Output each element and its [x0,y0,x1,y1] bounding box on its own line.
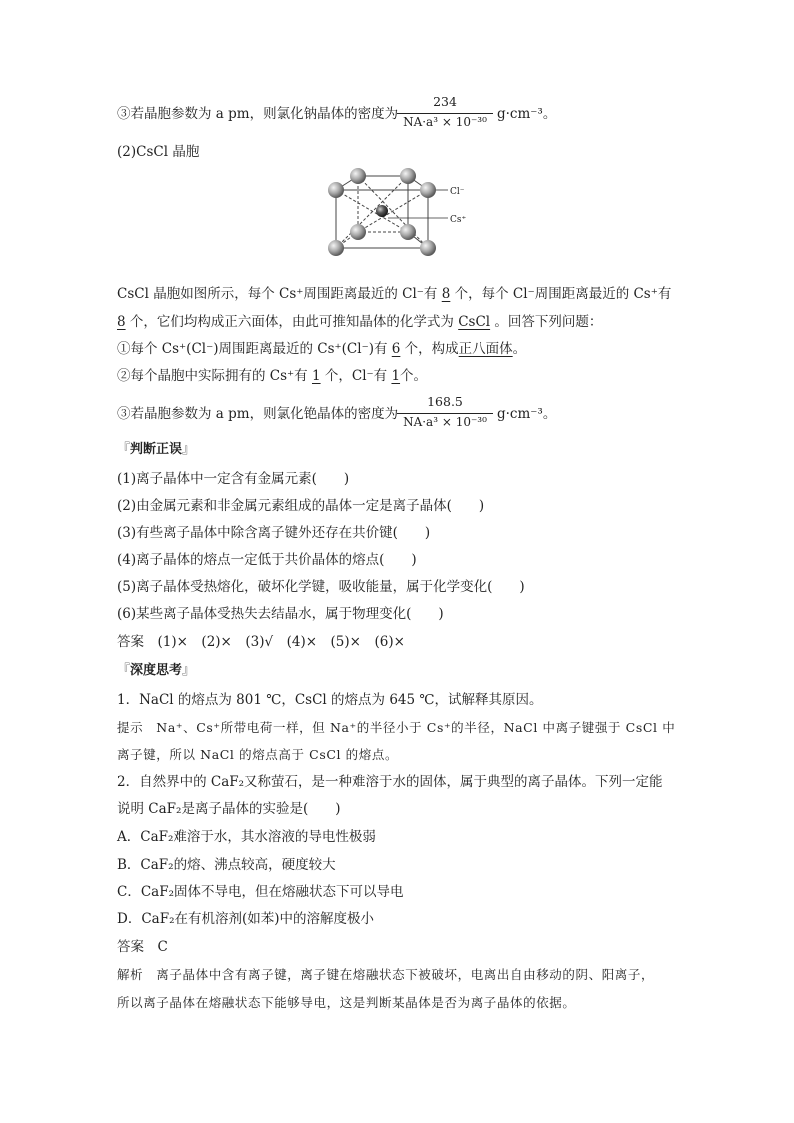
deep-hint-line2: 离子键，所以 NaCl 的熔点高于 CsCl 的熔点。 [117,747,399,762]
answer-blank: 8 [117,314,126,330]
option-d: D．CaF₂在有机溶剂(如苯)中的溶解度极小 [117,911,375,927]
cl-ion [400,224,416,240]
cl-ion [420,182,436,198]
cscl-desc-line2 [117,313,602,331]
option-a: A．CaF₂难溶于水，其水溶液的导电性极弱 [117,829,376,845]
cscl-unit-cell-figure [322,166,482,278]
nacl-density-prefix: ③若晶胞参数为 a pm，则氯化钠晶体的密度为 [117,106,399,122]
answer-blank: 8 [441,286,451,302]
judge-item: (5)离子晶体受热熔化，破坏化学键，吸收能量，属于化学变化( ) [117,579,525,595]
cl-ion [420,240,436,256]
deep-question-2-line1: 2．自然界中的 CaF₂又称萤石，是一种难溶于水的固体，属于典型的离子晶体。下列一定能 [117,774,663,790]
analysis-line2: 所以离子晶体在熔融状态下能够导电，这是判断某晶体是否为离子晶体的依据。 [117,995,576,1010]
answer-blank: CsCl [458,314,491,330]
cscl-density-prefix: ③若晶胞参数为 a pm，则氯化铯晶体的密度为 [117,406,399,422]
deep-question-1: 1．NaCl 的熔点为 801 ℃，CsCl 的熔点为 645 ℃，试解释其原因。 [117,692,543,708]
judge-item: (4)离子晶体的熔点一定低于共价晶体的熔点( ) [117,552,417,568]
text-segment: CsCl 晶胞如图所示，每个 Cs⁺周围距离最近的 Cl⁻有 [117,286,438,302]
text-segment: 。 [512,341,527,357]
cscl-heading: (2)CsCl 晶胞 [117,144,200,160]
text-segment: ①每个 Cs⁺(Cl⁻)周围距离最近的 Cs⁺(Cl⁻)有 [117,341,388,357]
judge-item: (1)离子晶体中一定含有金属元素( ) [117,471,350,487]
deep-hint-line1: 提示 Na⁺、Cs⁺所带电荷一样，但 Na⁺的半径小于 Cs⁺的半径，NaCl 中离子键强于 CsCl 中 [117,720,676,735]
fraction-denominator: NA·a³ × 10⁻³⁰ [403,415,487,429]
text-segment: 个，每个 Cl⁻周围距离最近的 Cs⁺有 [454,286,672,302]
fraction-denominator: NA·a³ × 10⁻³⁰ [403,115,487,129]
text-segment: ②每个晶胞中实际拥有的 Cs⁺有 [117,368,308,384]
fraction-bar [397,413,493,414]
deep-question-2-line2: 说明 CaF₂是离子晶体的实验是( ) [117,801,341,817]
answer-blank: 正八面体 [458,341,513,357]
text-segment: 个，Cl⁻有 [324,368,388,384]
question-2 [117,367,427,385]
deep-answer: 答案 C [117,939,168,955]
judge-item: (3)有些离子晶体中除含离子键外还存在共价键( ) [117,525,431,541]
cl-ion [400,168,416,184]
question-1 [117,340,526,358]
judge-answer: 答案 (1)× (2)× (3)√ (4)× (5)× (6)× [117,634,405,650]
text-segment: 个，构成 [404,341,459,357]
cscl-density-unit: g·cm⁻³。 [497,406,557,422]
cl-ion [328,182,344,198]
cs-label: Cs⁺ [450,215,467,225]
option-c: C．CaF₂固体不导电，但在熔融状态下可以导电 [117,884,404,900]
cl-ion [350,168,366,184]
answer-blank: 6 [391,341,401,357]
text-segment: 。回答下列问题： [494,314,603,330]
text-segment: 个。 [400,368,428,384]
text-segment: 个，它们均构成正六面体，由此可推知晶体的化学式为 [129,314,454,330]
deep-section-title: 『深度思考』 [117,663,196,678]
fraction-numerator: 168.5 [427,394,463,409]
judge-item: (6)某些离子晶体受热失去结晶水，属于物理变化( ) [117,606,444,622]
cl-ion [328,240,344,256]
cscl-density-line [117,405,398,423]
option-b: B．CaF₂的熔、沸点较高，硬度较大 [117,857,336,873]
cl-ion [350,224,366,240]
cs-ion [376,205,388,217]
judge-item: (2)由金属元素和非金属元素组成的晶体一定是离子晶体( ) [117,498,485,514]
fraction-bar [397,113,493,114]
answer-blank: 1 [391,368,401,384]
nacl-density-fraction [397,94,493,136]
section-title-text: 深度思考 [130,663,183,678]
cscl-density-fraction [397,394,493,436]
answer-blank: 1 [311,368,321,384]
nacl-density-unit: g·cm⁻³。 [497,106,557,122]
judge-section-title: 『判断正误』 [117,442,196,457]
fraction-numerator: 234 [433,94,457,109]
section-title-text: 判断正误 [130,442,183,457]
cscl-desc-line1 [117,285,671,303]
analysis-line1: 解析 离子晶体中含有离子键，离子键在熔融状态下被破坏，电离出自由移动的阴、阳离子， [117,967,655,982]
cl-label: Cl⁻ [450,187,465,197]
nacl-density-line [117,105,398,123]
